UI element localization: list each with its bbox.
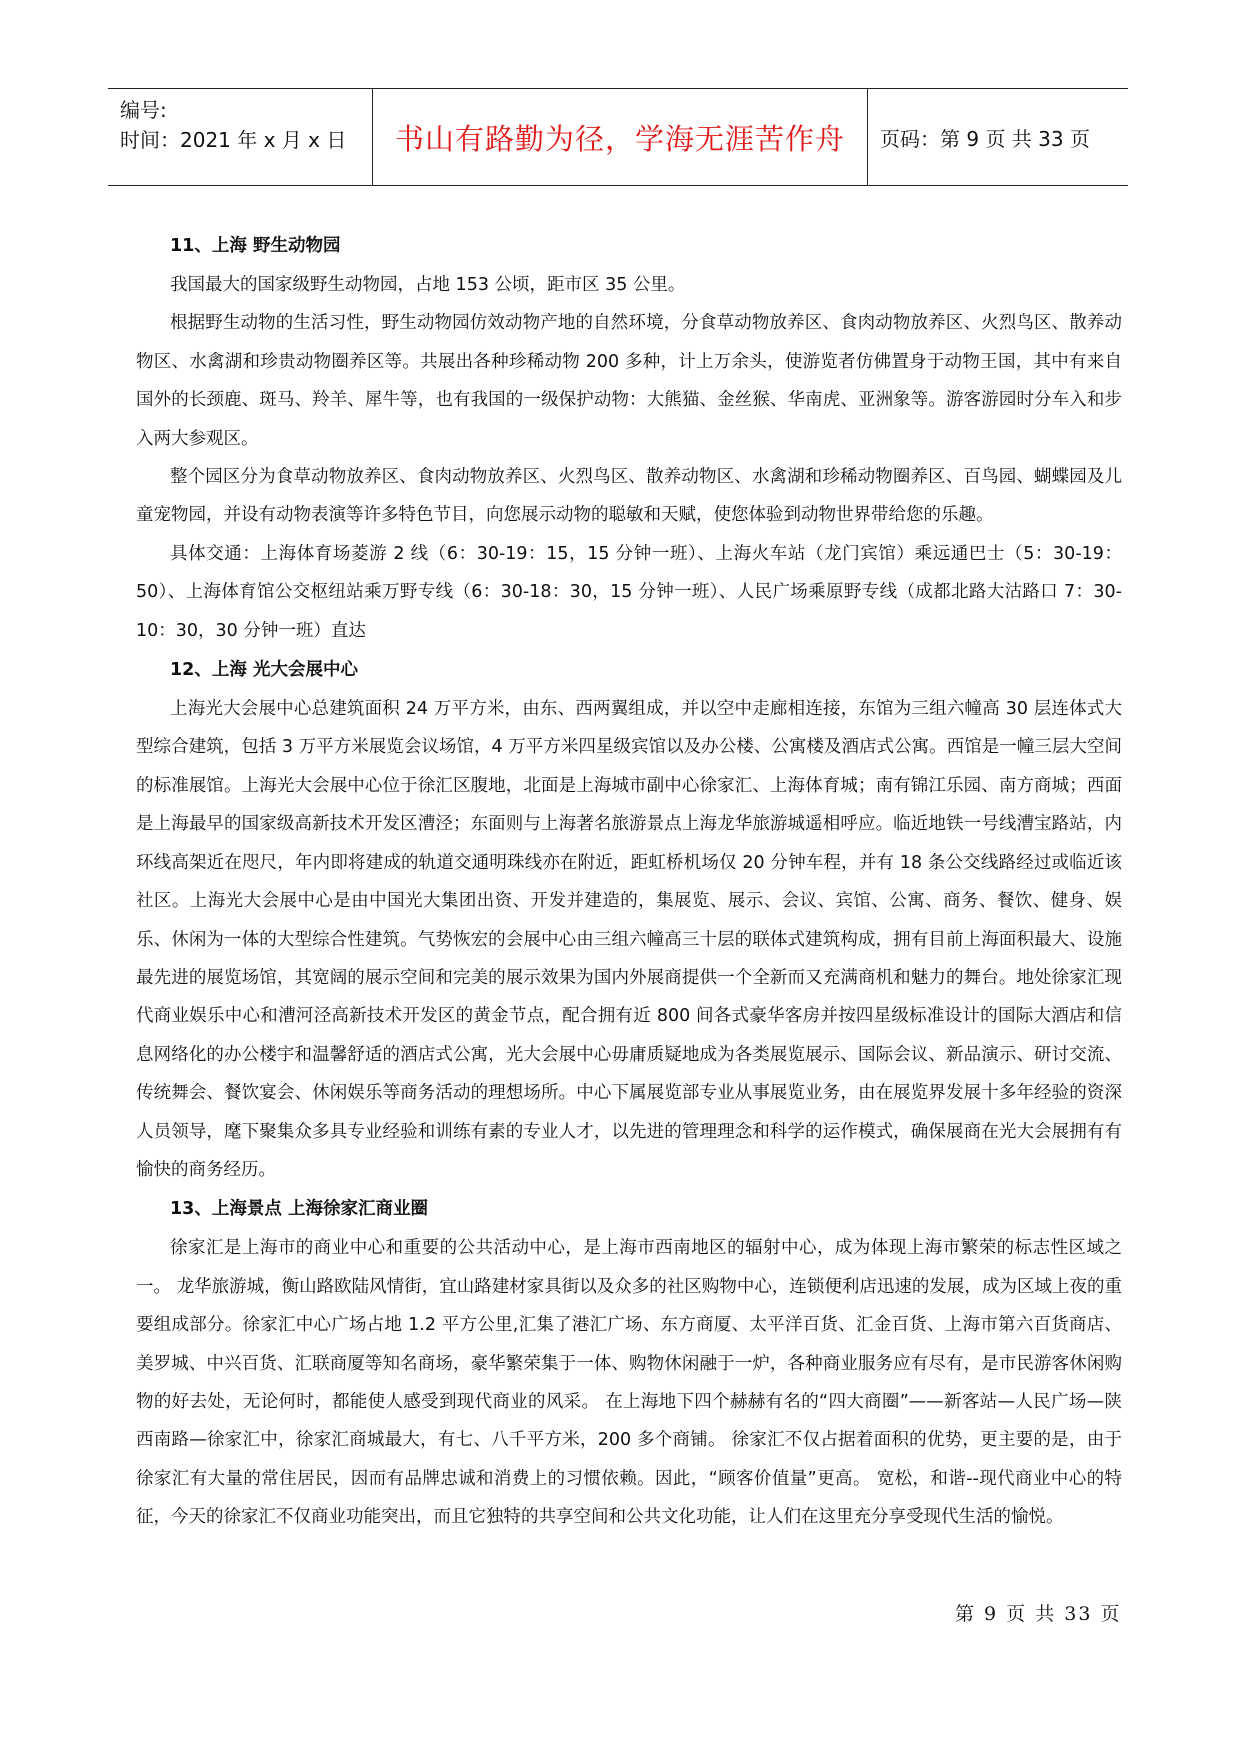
document-body	[136, 226, 1122, 1537]
paragraph: 具体交通：上海体育场菱游 2 线（6：30-19：15，15 分钟一班）、上海火车站（龙门宾馆）乘远通巴士（5：30-19：50）、上海体育馆公交枢纽站乘万野专线（6：30-18：30，15 分钟一班）、人民广场乘原野专线（成都北路大沽路口 7：30-10：30，30 分钟一班）直达	[136, 543, 1122, 641]
section-everbright-convention-center	[136, 650, 1122, 1189]
document-time-label: 时间：2021 年 x 月 x 日	[120, 128, 347, 152]
paragraph: 根据野生动物的生活习性，野生动物园仿效动物产地的自然环境，分食草动物放养区、食肉动物放养区、火烈鸟区、散养动物区、水禽湖和珍贵动物圈养区等。共展出各种珍稀动物 200 多种，计上万余头，使游览者仿佛置身于动物王国，其中有来自国外的长颈鹿、斑马、羚羊、犀牛等，也有我国的一级保护动物：大熊猫、金丝猴、华南虎、亚洲象等。游客游园时分车入和步入两大参观区。	[136, 313, 1122, 449]
section-title: 13、上海景点 上海徐家汇商业圈	[170, 1199, 428, 1220]
header-motto-cell	[372, 89, 868, 185]
header-meta	[108, 89, 372, 185]
paragraph: 上海光大会展中心总建筑面积 24 万平方米，由东、西两翼组成，并以空中走廊相连接，东馆为三组六幢高 30 层连体式大型综合建筑，包括 3 万平方米展览会议场馆，4 万平方米四星级宾馆以及办公楼、公寓楼及酒店式公寓。西馆是一幢三层大空间的标准展馆。上海光大会展中心位于徐汇区腹地，北面是上海城市副中心徐家汇、上海体育城；南有锦江乐园、南方商城；西面是上海最早的国家级高新技术开发区漕泾；东面则与上海著名旅游景点上海龙华旅游城遥相呼应。临近地铁一号线漕宝路站，内环线高架近在咫尺，年内即将建成的轨道交通明珠线亦在附近，距虹桥机场仅 20 分钟车程，并有 18 条公交线路经过或临近该社区。上海光大会展中心是由中国光大集团出资、开发并建造的，集展览、展示、会议、宾馆、公寓、商务、餐饮、健身、娱乐、休闲为一体的大型综合性建筑。气势恢宏的会展中心由三组六幢高三十层的联体式建筑构成，拥有目前上海面积最大、设施最先进的展览场馆，其宽阔的展示空间和完美的展示效果为国内外展商提供一个全新而又充满商机和魅力的舞台。地处徐家汇现代商业娱乐中心和漕河泾高新技术开发区的黄金节点，配合拥有近 800 间各式豪华客房并按四星级标准设计的国际大酒店和信息网络化的办公楼宇和温馨舒适的酒店式公寓，光大会展中心毋庸质疑地成为各类展览展示、国际会议、新品演示、研讨交流、传统舞会、餐饮宴会、休闲娱乐等商务活动的理想场所。中心下属展览部专业从事展览业务，由在展览界发展十多年经验的资深人员领导，麾下聚集众多具专业经验和训练有素的专业人才，以先进的管理理念和科学的运作模式，确保展商在光大会展拥有有愉快的商务经历。	[136, 699, 1122, 1180]
document-number-label: 编号:	[120, 98, 167, 122]
section-title: 11、上海 野生动物园	[170, 236, 341, 256]
paragraph: 整个园区分为食草动物放养区、食肉动物放养区、火烈鸟区、散养动物区、水禽湖和珍稀动物圈养区、百鸟园、蝴蝶园及儿童宠物园，并设有动物表演等许多特色节目，向您展示动物的聪敏和天赋，使您体验到动物世界带给您的乐趣。	[136, 467, 1122, 526]
section-xujiahui-business-district	[136, 1189, 1122, 1536]
section-title: 12、上海 光大会展中心	[170, 660, 358, 681]
section-wildlife-park	[136, 226, 1122, 650]
paragraph: 我国最大的国家级野生动物园，占地 153 公顷，距市区 35 公里。	[170, 275, 686, 295]
header-page-cell	[868, 89, 1128, 185]
header-page-number: 页码：第 9 页 共 33 页	[880, 126, 1090, 151]
page-header-table	[108, 88, 1128, 186]
page-footer-number: 第 9 页 共 33 页	[955, 1603, 1122, 1625]
header-motto: 书山有路勤为径，学海无涯苦作舟	[394, 121, 845, 156]
paragraph: 徐家汇是上海市的商业中心和重要的公共活动中心，是上海市西南地区的辐射中心，成为体现上海市繁荣的标志性区域之一。 龙华旅游城，衡山路欧陆风情街，宜山路建材家具街以及众多的社区购物中心，连锁便利店迅速的发展，成为区域上夜的重要组成部分。徐家汇中心广场占地 1.2 平方公里,汇集了港汇广场、东方商厦、太平洋百货、汇金百货、上海市第六百货商店、美罗城、中兴百货、汇联商厦等知名商场，豪华繁荣集于一体、购物休闲融于一炉，各种商业服务应有尽有，是市民游客休闲购物的好去处，无论何时，都能使人感受到现代商业的风采。 在上海地下四个赫赫有名的“四大商圈”——新客站—人民广场—陕西南路—徐家汇中，徐家汇商城最大，有七、八千平方米，200 多个商铺。 徐家汇不仅占据着面积的优势，更主要的是，由于徐家汇有大量的常住居民，因而有品牌忠诚和消费上的习惯依赖。因此，“顾客价值量”更高。 宽松，和谐--现代商业中心的特征，今天的徐家汇不仅商业功能突出，而且它独特的共享空间和公共文化功能，让人们在这里充分享受现代生活的愉悦。	[136, 1238, 1122, 1528]
